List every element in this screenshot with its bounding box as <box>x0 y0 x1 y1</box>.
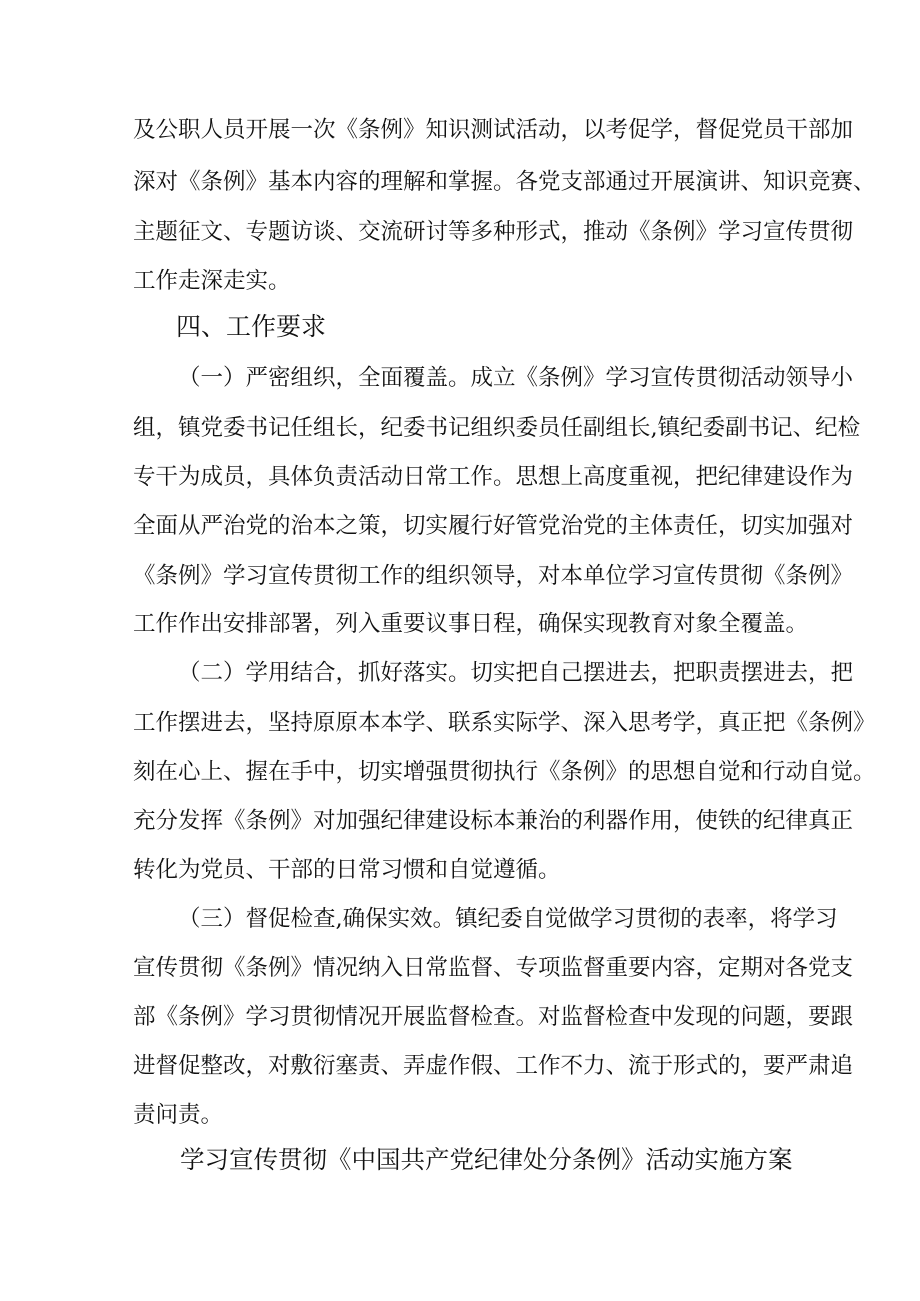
paragraph-line: 工作摆进去，坚持原原本本学、联系实际学、深入思考学，真正把《条例》 <box>133 710 876 736</box>
paragraph-line: 责问责。 <box>133 1102 224 1128</box>
paragraph-line: 及公职人员开展一次《条例》知识测试活动，以考促学，督促党员干部加 <box>133 117 854 143</box>
paragraph-line: 刻在心上、握在手中，切实增强贯彻执行《条例》的思想自觉和行动自觉。 <box>133 759 876 785</box>
paragraph-line: 转化为党员、干部的日常习惯和自觉遵循。 <box>133 857 561 883</box>
paragraph-line: （一）严密组织，全面覆盖。成立《条例》学习宣传贯彻活动领导小 <box>178 365 854 391</box>
paragraph-line: 主题征文、专题访谈、交流研讨等多种形式，推动《条例》学习宣传贯彻 <box>133 219 854 245</box>
paragraph-line: 专干为成员，具体负责活动日常工作。思想上高度重视，把纪律建设作为 <box>133 464 854 490</box>
paragraph-line: 《条例》学习宣传贯彻工作的组织领导，对本单位学习宣传贯彻《条例》 <box>133 563 854 589</box>
paragraph-line: （二）学用结合，抓好落实。切实把自己摆进去，把职责摆进去，把 <box>178 660 854 686</box>
paragraph-line: 充分发挥《条例》对加强纪律建设标本兼治的利器作用，使铁的纪律真正 <box>133 808 854 834</box>
paragraph-line: 深对《条例》基本内容的理解和掌握。各党支部通过开展演讲、知识竞赛、 <box>133 169 876 195</box>
paragraph-line: 组，镇党委书记任组长，纪委书记组织委员任副组长,镇纪委副书记、纪检 <box>133 415 861 441</box>
paragraph-line: 宣传贯彻《条例》情况纳入日常监督、专项监督重要内容，定期对各党支 <box>133 955 854 981</box>
paragraph-line: 工作走深走实。 <box>133 268 291 294</box>
paragraph-line: 部《条例》学习贯彻情况开展监督检查。对监督检查中发现的问题，要跟 <box>133 1004 854 1030</box>
paragraph-line: 全面从严治党的治本之策，切实履行好管党治党的主体责任，切实加强对 <box>133 513 854 539</box>
closing-title: 学习宣传贯彻《中国共产党纪律处分条例》活动实施方案 <box>180 1145 793 1174</box>
paragraph-line: 进督促整改，对敷衍塞责、弄虚作假、工作不力、流于形式的，要严肃追 <box>133 1053 854 1079</box>
section-heading: 四、工作要求 <box>176 312 327 341</box>
paragraph-line: 工作作出安排部署，列入重要议事日程，确保实现教育对象全覆盖。 <box>133 611 809 637</box>
paragraph-line: （三）督促检查,确保实效。镇纪委自觉做学习贯彻的表率，将学习 <box>178 906 838 932</box>
